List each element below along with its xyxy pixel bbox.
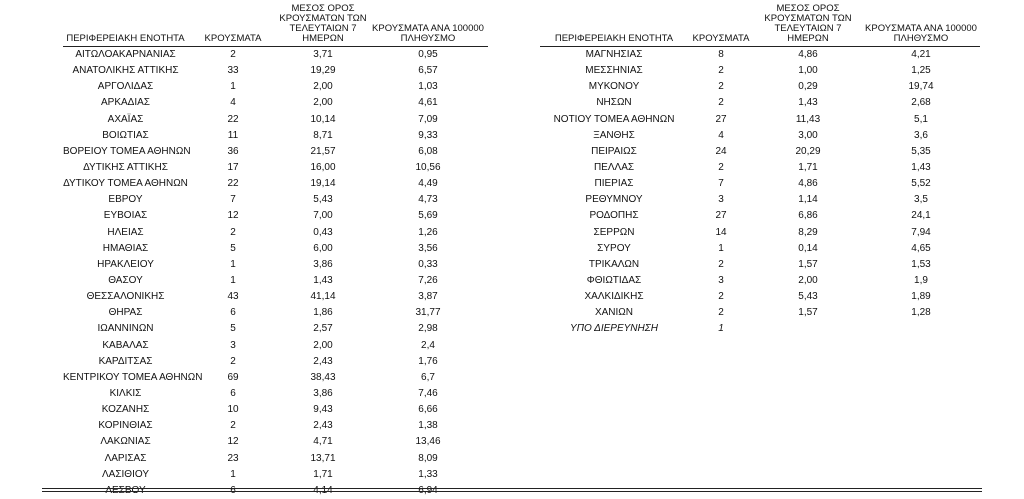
avg-cell: 2,00	[313, 339, 333, 351]
cases-cell: 6	[230, 307, 236, 319]
unit-cell: ΜΕΣΣΗΝΙΑΣ	[585, 65, 643, 77]
header-cases: ΚΡΟΥΣΜΑΤΑ	[688, 4, 754, 47]
table-row	[63, 370, 488, 386]
per100k-cell: 1,53	[911, 258, 931, 270]
unit-cell: ΧΑΛΚΙΔΙΚΗΣ	[584, 291, 644, 303]
cases-cell: 27	[715, 210, 727, 222]
unit-cell: ΥΠΟ ΔΙΕΡΕΥΝΗΣΗ	[570, 323, 658, 335]
table-row	[63, 338, 488, 354]
per100k-cell: 4,21	[911, 49, 931, 61]
per100k-cell: 1,03	[418, 81, 438, 93]
avg-cell: 19,29	[310, 65, 336, 77]
unit-cell: ΦΘΙΩΤΙΔΑΣ	[586, 275, 642, 287]
unit-cell: ΗΛΕΙΑΣ	[107, 226, 144, 238]
per100k-cell: 1,43	[911, 162, 931, 174]
per100k-cell: 1,38	[418, 420, 438, 432]
table-row	[540, 47, 980, 64]
avg-cell: 4,86	[798, 178, 818, 190]
unit-cell: ΛΑΣΙΘΙΟΥ	[102, 468, 149, 480]
per100k-cell: 3,6	[914, 129, 928, 141]
avg-cell: 16,00	[310, 162, 336, 174]
per100k-cell: 1,28	[911, 307, 931, 319]
avg-cell: 1,71	[313, 468, 333, 480]
table-row	[540, 176, 980, 192]
table-row	[540, 192, 980, 208]
avg-cell: 0,29	[798, 81, 818, 93]
unit-cell: ΣΥΡΟΥ	[597, 242, 631, 254]
per100k-cell: 5,69	[418, 210, 438, 222]
unit-cell: ΠΕΛΛΑΣ	[593, 162, 635, 174]
avg-cell: 4,71	[313, 436, 333, 448]
unit-cell: ΑΧΑΪΑΣ	[107, 113, 144, 125]
avg-cell: 11,43	[795, 113, 821, 125]
cases-cell: 2	[718, 258, 724, 270]
table-row	[63, 144, 488, 160]
table-row	[63, 386, 488, 402]
cases-cell: 3	[230, 339, 236, 351]
avg-cell: 2,00	[313, 97, 333, 109]
cases-cell: 22	[227, 113, 239, 125]
table-row	[63, 257, 488, 273]
avg-cell: 1,14	[798, 194, 818, 206]
header-per100k: ΚΡΟΥΣΜΑΤΑ ΑΝΑ 100000 ΠΛΗΘΥΣΜΟ	[368, 4, 488, 47]
per100k-cell: 4,73	[418, 194, 438, 206]
table-row	[63, 467, 488, 483]
avg-cell: 10,14	[310, 113, 336, 125]
unit-cell: ΚΑΡΔΙΤΣΑΣ	[98, 355, 153, 367]
avg-cell: 4,86	[798, 49, 818, 61]
table-row	[63, 160, 488, 176]
cases-cell: 1	[230, 275, 236, 287]
avg-cell: 9,43	[313, 404, 333, 416]
cases-cell: 3	[718, 275, 724, 287]
cases-cell: 1	[718, 323, 724, 335]
table-row	[540, 257, 980, 273]
per100k-cell: 19,74	[908, 81, 934, 93]
cases-cell: 2	[718, 162, 724, 174]
cases-cell: 36	[227, 145, 239, 157]
cases-cell: 7	[230, 194, 236, 206]
cases-cell: 4	[230, 97, 236, 109]
avg-cell: 1,57	[798, 258, 818, 270]
unit-cell: ΣΕΡΡΩΝ	[593, 226, 635, 238]
unit-cell: ΑΡΓΟΛΙΔΑΣ	[97, 81, 154, 93]
avg-cell: 13,71	[310, 452, 336, 464]
per100k-cell: 7,94	[911, 226, 931, 238]
unit-cell: ΒΟΡΕΙΟΥ ΤΟΜΕΑ ΑΘΗΝΩΝ	[63, 145, 191, 157]
per100k-cell	[862, 321, 980, 337]
unit-cell: ΛΑΚΩΝΙΑΣ	[100, 436, 151, 448]
right-table-body	[540, 47, 980, 338]
avg-cell: 1,43	[798, 97, 818, 109]
avg-cell: 8,71	[313, 129, 333, 141]
table-row	[540, 128, 980, 144]
cases-cell: 11	[227, 129, 239, 141]
avg-cell: 3,86	[313, 388, 333, 400]
table-row	[63, 305, 488, 321]
unit-cell: ΗΜΑΘΙΑΣ	[102, 242, 149, 254]
per100k-cell: 1,89	[911, 291, 931, 303]
table-row	[63, 112, 488, 128]
unit-cell: ΡΕΘΥΜΝΟΥ	[585, 194, 643, 206]
per100k-cell: 24,1	[911, 210, 931, 222]
cases-cell: 10	[227, 404, 239, 416]
table-row	[540, 95, 980, 111]
left-table-body	[63, 47, 488, 499]
table-row	[540, 305, 980, 321]
per100k-cell: 5,35	[911, 145, 931, 157]
right-cases-table	[540, 4, 980, 338]
header-avg: ΜΕΣΟΣ ΟΡΟΣ ΚΡΟΥΣΜΑΤΩΝ ΤΩΝ ΤΕΛΕΥΤΑΙΩΝ 7 ΗΜΕΡΩΝ	[754, 4, 862, 47]
unit-cell: ΘΕΣΣΑΛΟΝΙΚΗΣ	[86, 291, 165, 303]
unit-cell: ΧΑΝΙΩΝ	[594, 307, 634, 319]
per100k-cell: 31,77	[415, 307, 441, 319]
header-avg: ΜΕΣΟΣ ΟΡΟΣ ΚΡΟΥΣΜΑΤΩΝ ΤΩΝ ΤΕΛΕΥΤΑΙΩΝ 7 ΗΜΕΡΩΝ	[278, 4, 368, 47]
unit-cell: ΛΑΡΙΣΑΣ	[104, 452, 147, 464]
unit-cell: ΝΟΤΙΟΥ ΤΟΜΕΑ ΑΘΗΝΩΝ	[553, 113, 675, 125]
avg-cell: 0,43	[313, 226, 333, 238]
cases-cell: 1	[230, 258, 236, 270]
cases-cell: 2	[718, 65, 724, 77]
per100k-cell: 6,94	[418, 484, 438, 496]
per100k-cell: 7,46	[418, 388, 438, 400]
table-row	[540, 79, 980, 95]
cases-cell: 2	[718, 291, 724, 303]
unit-cell: ΑΙΤΩΛΟΑΚΑΡΝΑΝΙΑΣ	[75, 49, 176, 61]
table-row	[540, 289, 980, 305]
cases-cell: 12	[227, 436, 239, 448]
unit-cell: ΕΥΒΟΙΑΣ	[103, 210, 148, 222]
header-cases: ΚΡΟΥΣΜΑΤΑ	[188, 4, 278, 47]
unit-cell: ΚΟΖΑΝΗΣ	[101, 404, 150, 416]
cases-cell: 2	[230, 49, 236, 61]
avg-cell: 3,71	[313, 49, 333, 61]
avg-cell: 1,57	[798, 307, 818, 319]
per100k-cell: 1,9	[914, 275, 928, 287]
unit-cell: ΝΗΣΩΝ	[596, 97, 632, 109]
per100k-cell: 3,87	[418, 291, 438, 303]
per100k-cell: 0,33	[418, 258, 438, 270]
cases-cell: 12	[227, 210, 239, 222]
avg-cell: 6,86	[798, 210, 818, 222]
table-row	[63, 418, 488, 434]
unit-cell: ΘΗΡΑΣ	[108, 307, 143, 319]
table-row	[63, 192, 488, 208]
unit-cell: ΚΟΡΙΝΘΙΑΣ	[98, 420, 153, 432]
unit-cell: ΚΙΛΚΙΣ	[109, 388, 142, 400]
cases-cell: 2	[718, 81, 724, 93]
table-row	[540, 321, 980, 337]
cases-cell: 6	[230, 484, 236, 496]
cases-cell: 5	[230, 323, 236, 335]
per100k-cell: 3,5	[914, 194, 928, 206]
avg-cell: 1,86	[313, 307, 333, 319]
per100k-cell: 7,09	[418, 113, 438, 125]
avg-cell: 20,29	[795, 145, 821, 157]
per100k-cell: 6,57	[418, 65, 438, 77]
table-row	[63, 128, 488, 144]
table-row	[540, 225, 980, 241]
table-row	[63, 95, 488, 111]
per100k-cell: 1,26	[418, 226, 438, 238]
per100k-cell: 7,26	[418, 275, 438, 287]
unit-cell: ΔΥΤΙΚΗΣ ΑΤΤΙΚΗΣ	[83, 162, 168, 174]
avg-cell: 8,29	[798, 226, 818, 238]
per100k-cell: 8,09	[418, 452, 438, 464]
cases-cell: 8	[718, 49, 724, 61]
table-row	[63, 321, 488, 337]
table-row	[63, 402, 488, 418]
avg-cell: 2,00	[313, 81, 333, 93]
per100k-cell: 6,7	[421, 371, 435, 383]
avg-cell: 1,00	[798, 65, 818, 77]
cases-cell: 14	[715, 226, 727, 238]
unit-cell: ΚΑΒΑΛΑΣ	[102, 339, 149, 351]
cases-cell: 3	[718, 194, 724, 206]
per100k-cell: 2,68	[911, 97, 931, 109]
avg-cell: 2,57	[313, 323, 333, 335]
per100k-cell: 5,52	[911, 178, 931, 190]
per100k-cell: 10,56	[415, 162, 441, 174]
table-row	[63, 354, 488, 370]
per100k-cell: 1,76	[418, 355, 438, 367]
table-row	[540, 241, 980, 257]
unit-cell: ΜΥΚΟΝΟΥ	[588, 81, 640, 93]
cases-cell: 2	[718, 97, 724, 109]
unit-cell: ΜΑΓΝΗΣΙΑΣ	[585, 49, 643, 61]
avg-cell: 4,14	[313, 484, 333, 496]
cases-cell: 7	[718, 178, 724, 190]
avg-cell: 2,43	[313, 355, 333, 367]
avg-cell: 6,00	[313, 242, 333, 254]
right-header-row	[540, 4, 980, 47]
unit-cell: ΛΕΣΒΟΥ	[105, 484, 146, 496]
table-row	[540, 144, 980, 160]
unit-cell: ΞΑΝΘΗΣ	[593, 129, 635, 141]
avg-cell: 3,86	[313, 258, 333, 270]
unit-cell: ΗΡΑΚΛΕΙΟΥ	[97, 258, 154, 270]
left-header-row	[63, 4, 488, 47]
unit-cell: ΚΕΝΤΡΙΚΟΥ ΤΟΜΕΑ ΑΘΗΝΩΝ	[63, 371, 203, 383]
cases-cell: 23	[227, 452, 239, 464]
table-row	[63, 225, 488, 241]
unit-cell: ΙΩΑΝΝΙΝΩΝ	[97, 323, 154, 335]
table-row	[63, 273, 488, 289]
table-row	[540, 112, 980, 128]
avg-cell: 5,43	[313, 194, 333, 206]
unit-cell: ΤΡΙΚΑΛΩΝ	[588, 258, 640, 270]
cases-cell: 69	[227, 371, 239, 383]
table-row	[63, 176, 488, 192]
avg-cell: 19,14	[310, 178, 336, 190]
avg-cell: 1,71	[798, 162, 818, 174]
table-row	[63, 434, 488, 450]
per100k-cell: 13,46	[415, 436, 441, 448]
table-row	[63, 63, 488, 79]
per100k-cell: 6,08	[418, 145, 438, 157]
cases-cell: 2	[718, 307, 724, 319]
avg-cell: 1,43	[313, 275, 333, 287]
left-cases-table	[63, 4, 488, 499]
cases-cell: 1	[230, 81, 236, 93]
bottom-divider	[42, 488, 982, 489]
unit-cell: ΠΕΙΡΑΙΩΣ	[591, 145, 637, 157]
per100k-cell: 6,66	[418, 404, 438, 416]
per100k-cell: 5,1	[914, 113, 928, 125]
cases-cell: 27	[715, 113, 727, 125]
table-row	[63, 47, 488, 64]
table-row	[63, 289, 488, 305]
bottom-divider	[42, 491, 982, 492]
unit-cell: ΒΟΙΩΤΙΑΣ	[102, 129, 149, 141]
avg-cell: 41,14	[310, 291, 336, 303]
per100k-cell: 0,95	[418, 49, 438, 61]
unit-cell: ΠΙΕΡΙΑΣ	[594, 178, 634, 190]
cases-cell: 43	[227, 291, 239, 303]
per100k-cell: 4,61	[418, 97, 438, 109]
cases-cell: 2	[230, 355, 236, 367]
cases-cell: 1	[230, 468, 236, 480]
unit-cell: ΕΒΡΟΥ	[108, 194, 143, 206]
avg-cell: 38,43	[310, 371, 336, 383]
header-unit: ΠΕΡΙΦΕΡΕΙΑΚΗ ΕΝΟΤΗΤΑ	[540, 4, 688, 47]
table-row	[63, 241, 488, 257]
table-row	[63, 79, 488, 95]
unit-cell: ΔΥΤΙΚΟΥ ΤΟΜΕΑ ΑΘΗΝΩΝ	[63, 178, 188, 190]
per100k-cell: 9,33	[418, 129, 438, 141]
per100k-cell: 3,56	[418, 242, 438, 254]
table-row	[63, 208, 488, 224]
table-row	[540, 63, 980, 79]
avg-cell: 2,43	[313, 420, 333, 432]
avg-cell: 21,57	[310, 145, 336, 157]
per100k-cell: 1,33	[418, 468, 438, 480]
cases-cell: 2	[230, 420, 236, 432]
cases-cell: 2	[230, 226, 236, 238]
cases-cell: 6	[230, 388, 236, 400]
unit-cell: ΘΑΣΟΥ	[108, 275, 143, 287]
cases-cell: 17	[227, 162, 239, 174]
table-row	[540, 160, 980, 176]
per100k-cell: 2,4	[421, 339, 435, 351]
avg-cell: 3,00	[798, 129, 818, 141]
cases-cell: 33	[227, 65, 239, 77]
per100k-cell: 4,49	[418, 178, 438, 190]
avg-cell: 2,00	[798, 275, 818, 287]
cases-cell: 24	[715, 145, 727, 157]
avg-cell: 5,43	[798, 291, 818, 303]
cases-cell: 1	[718, 242, 724, 254]
per100k-cell: 2,98	[418, 323, 438, 335]
per100k-cell: 1,25	[911, 65, 931, 77]
table-row	[540, 273, 980, 289]
unit-cell: ΑΡΚΑΔΙΑΣ	[101, 97, 150, 109]
table-row	[540, 208, 980, 224]
unit-cell: ΡΟΔΟΠΗΣ	[589, 210, 639, 222]
header-unit: ΠΕΡΙΦΕΡΕΙΑΚΗ ΕΝΟΤΗΤΑ	[63, 4, 188, 47]
table-row	[63, 451, 488, 467]
cases-cell: 5	[230, 242, 236, 254]
cases-cell: 22	[227, 178, 239, 190]
unit-cell: ΑΝΑΤΟΛΙΚΗΣ ΑΤΤΙΚΗΣ	[72, 65, 179, 77]
avg-cell: 0,14	[798, 242, 818, 254]
header-per100k: ΚΡΟΥΣΜΑΤΑ ΑΝΑ 100000 ΠΛΗΘΥΣΜΟ	[862, 4, 980, 47]
avg-cell: 7,00	[313, 210, 333, 222]
per100k-cell: 4,65	[911, 242, 931, 254]
cases-cell: 4	[718, 129, 724, 141]
avg-cell	[754, 321, 862, 337]
